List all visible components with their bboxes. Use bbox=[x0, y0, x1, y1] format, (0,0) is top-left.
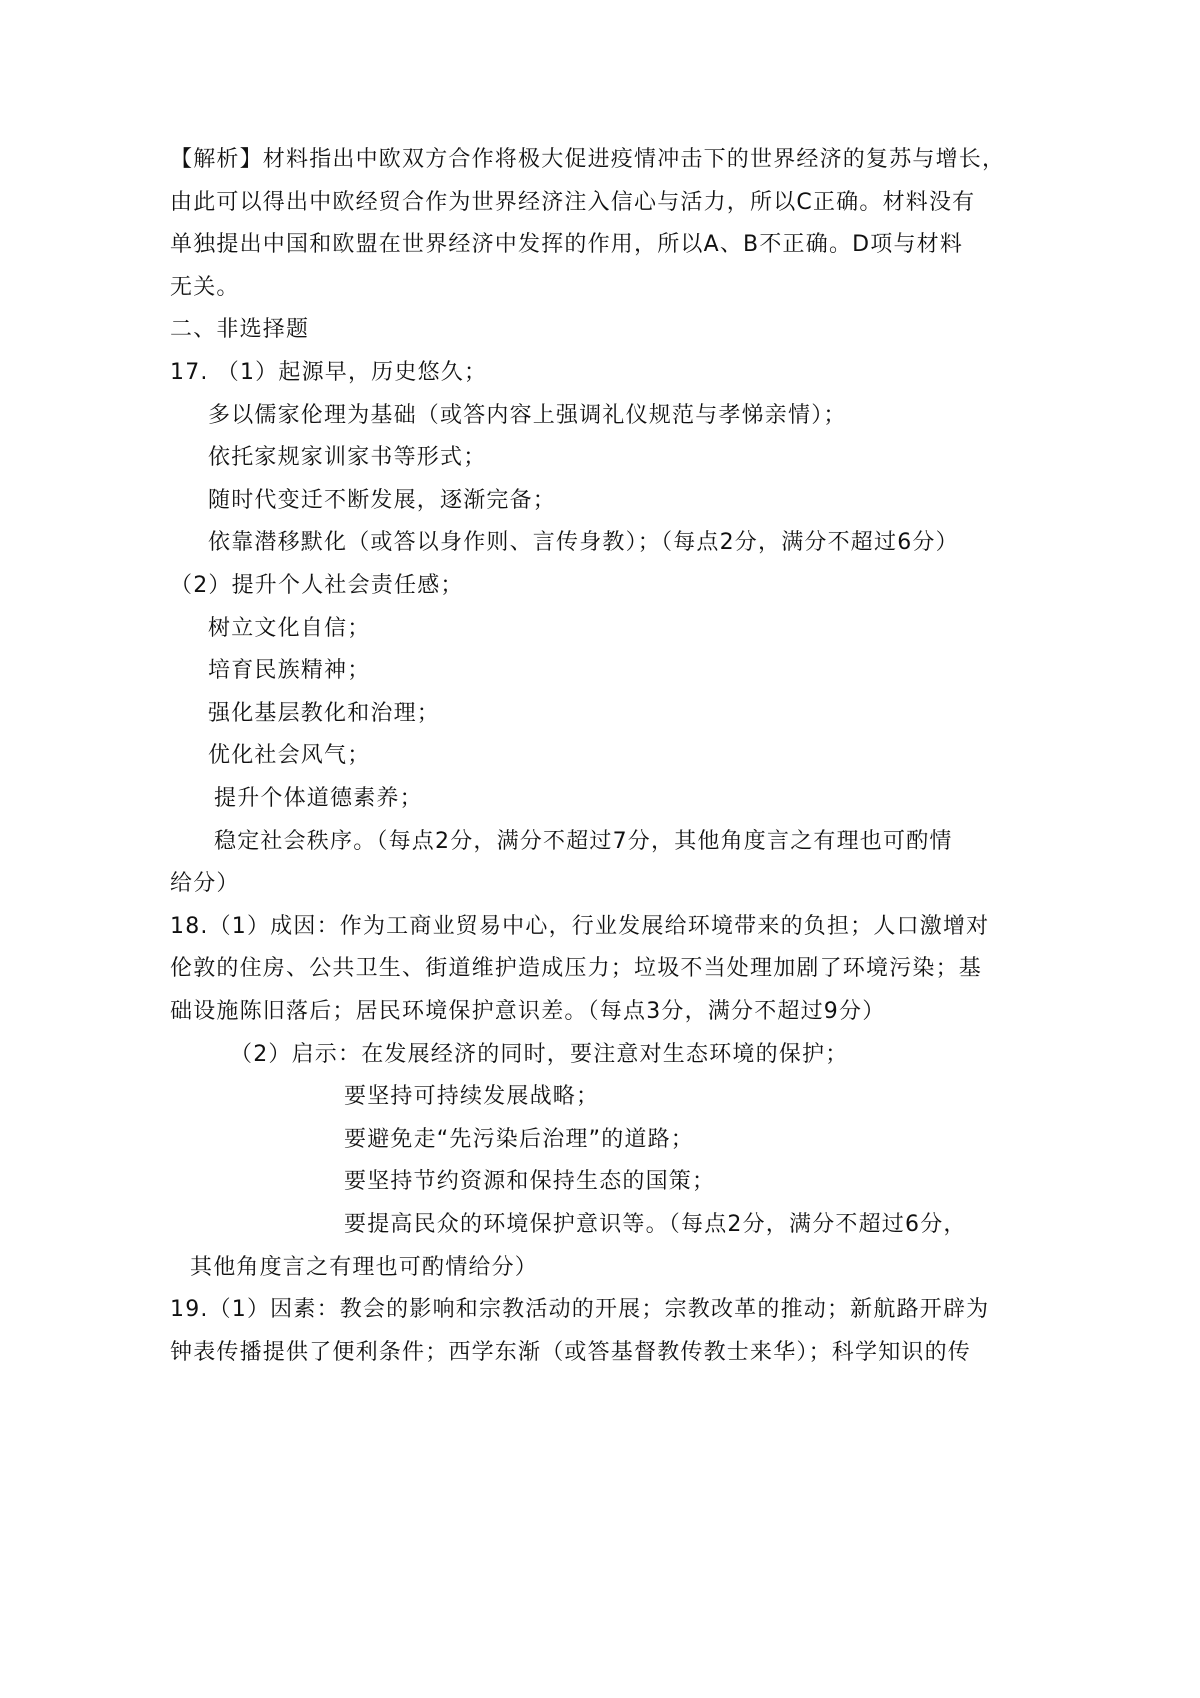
analysis-line-1: 【解析】材料指出中欧双方合作将极大促进疫情冲击下的世界经济的复苏与增长， bbox=[170, 147, 1006, 172]
q18-part2-tail: 其他角度言之有理也可酌情给分） bbox=[190, 1255, 539, 1280]
q18-line-3: 础设施陈旧落后；居民环境保护意识差。（每点3分，满分不超过9分） bbox=[170, 999, 886, 1024]
q17-part2-item-1: 树立文化自信； bbox=[208, 616, 371, 641]
q18-part2-item-2: 要避免走“先污染后治理”的道路； bbox=[344, 1127, 694, 1152]
q18-part2-item-1: 要坚持可持续发展战略； bbox=[344, 1084, 600, 1109]
q19-line-2: 钟表传播提供了便利条件；西学东渐（或答基督教传教士来华）；科学知识的传 bbox=[170, 1340, 972, 1365]
q17-part2-tail: 给分） bbox=[170, 871, 240, 896]
q17-part1-item-3: 随时代变迁不断发展，逐渐完备； bbox=[208, 488, 557, 513]
q18-line-1: 18.（1）成因：作为工商业贸易中心，行业发展给环境带来的负担；人口激增对 bbox=[170, 914, 990, 939]
q18-part2-head: （2）启示：在发展经济的同时，要注意对生态环境的保护； bbox=[230, 1042, 849, 1067]
analysis-line-2: 由此可以得出中欧经贸合作为世界经济注入信心与活力，所以C正确。材料没有 bbox=[170, 190, 976, 215]
q17-part2-item-6: 稳定社会秩序。（每点2分，满分不超过7分，其他角度言之有理也可酌情 bbox=[214, 829, 953, 854]
q18-line-2: 伦敦的住房、公共卫生、街道维护造成压力；垃圾不当处理加剧了环境污染；基 bbox=[170, 956, 983, 981]
q18-part2-item-3: 要坚持节约资源和保持生态的国策； bbox=[344, 1169, 716, 1194]
analysis-line-3: 单独提出中国和欧盟在世界经济中发挥的作用，所以A、B不正确。D项与材料 bbox=[170, 232, 964, 257]
analysis-line-4: 无关。 bbox=[170, 275, 240, 300]
q18-part2-item-4: 要提高民众的环境保护意识等。（每点2分，满分不超过6分， bbox=[344, 1212, 967, 1237]
q17-part1-item-2: 依托家规家训家书等形式； bbox=[208, 445, 487, 470]
q17-part1-item-4: 依靠潜移默化（或答以身作则、言传身教）；（每点2分，满分不超过6分） bbox=[208, 530, 959, 555]
q17-part1-head: 17. （1）起源早，历史悠久； bbox=[170, 360, 488, 385]
q17-part2-item-2: 培育民族精神； bbox=[208, 658, 371, 683]
q17-part2-item-4: 优化社会风气； bbox=[208, 743, 371, 768]
q17-part2-item-3: 强化基层教化和治理； bbox=[208, 701, 441, 726]
q17-part2-item-5: 提升个体道德素养； bbox=[214, 786, 423, 811]
q19-line-1: 19.（1）因素：教会的影响和宗教活动的开展；宗教改革的推动；新航路开辟为 bbox=[170, 1297, 990, 1322]
q17-part2-head: （2）提升个人社会责任感； bbox=[170, 573, 464, 598]
q17-part1-item-1: 多以儒家伦理为基础（或答内容上强调礼仪规范与孝悌亲情）； bbox=[208, 403, 847, 428]
section-heading: 二、非选择题 bbox=[170, 317, 310, 342]
